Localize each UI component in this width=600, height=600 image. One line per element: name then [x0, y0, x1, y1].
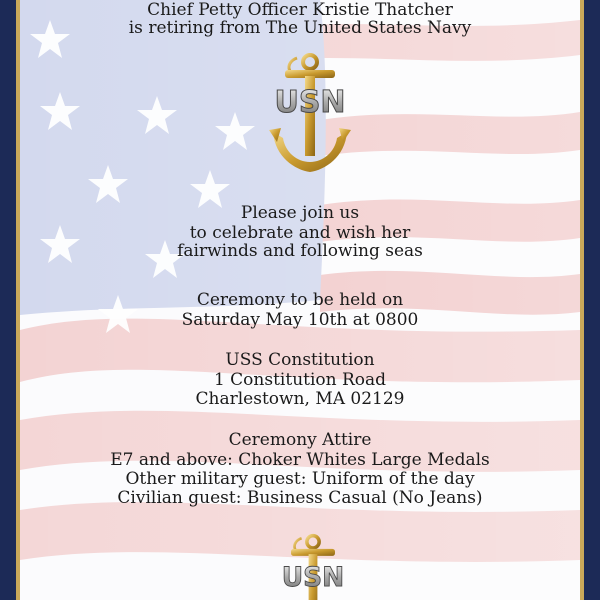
invite-line-3: fairwinds and following seas — [177, 241, 423, 261]
attire-title: Ceremony Attire — [228, 430, 372, 450]
attire-line-2: Other military guest: Uniform of the day — [125, 469, 475, 489]
ceremony-line-1: Ceremony to be held on — [196, 290, 404, 310]
venue-city: Charlestown, MA 02129 — [195, 389, 405, 409]
attire-line-1: E7 and above: Choker Whites Large Medals — [110, 450, 490, 470]
svg-text:USN: USN — [281, 561, 345, 593]
invite-line-1: Please join us — [240, 203, 360, 223]
attire-line-3: Civilian guest: Business Casual (No Jeans) — [117, 488, 483, 508]
svg-text:USN: USN — [274, 85, 346, 120]
invite-line-2: to celebrate and wish her — [189, 223, 411, 243]
retirement-line: is retiring from The United States Navy — [128, 18, 472, 38]
venue-name: USS Constitution — [225, 350, 375, 370]
ceremony-date: Saturday May 10th at 0800 — [181, 310, 419, 330]
venue-street: 1 Constitution Road — [213, 370, 387, 390]
honoree-line: Chief Petty Officer Kristie Thatcher — [147, 0, 453, 20]
